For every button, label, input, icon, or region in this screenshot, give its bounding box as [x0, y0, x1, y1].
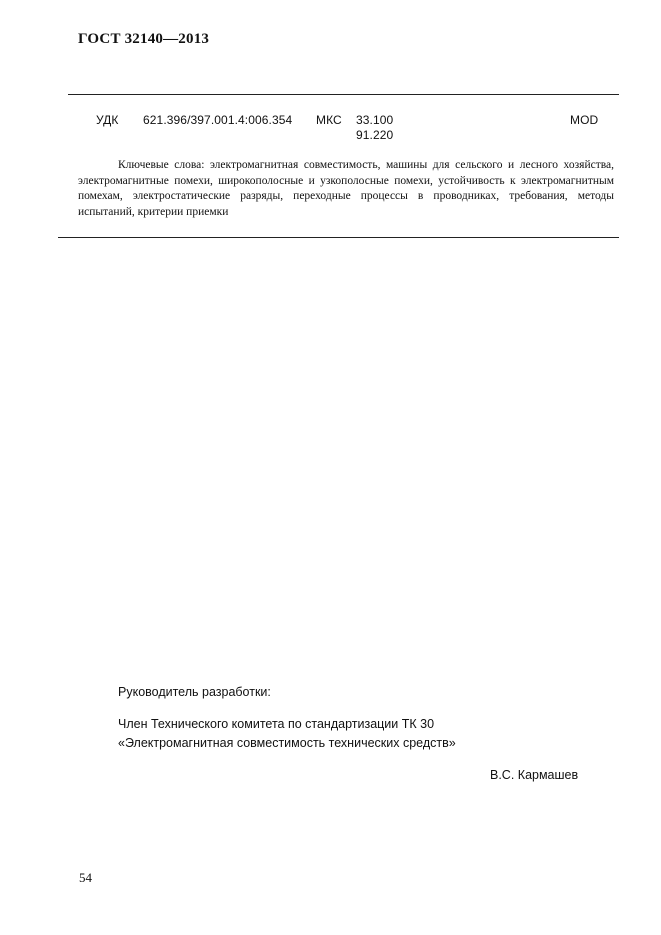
signer-name: В.С. Кармашев	[490, 768, 579, 782]
development-lead-label: Руководитель разработки:	[118, 685, 271, 699]
bottom-divider	[58, 237, 619, 238]
page-number: 54	[79, 870, 92, 885]
modification-label: MOD	[570, 113, 599, 127]
keywords-paragraph: Ключевые слова: электромагнитная совместимость, машины для сельского и лесного хозяйства, электромагнитные помехи, широкополосные и узкополосные помехи, устойчивость к электромагнитным помехам, электростатические разряды, переходные процессы в проводниках, требования, методы испытаний, критерии приемки	[78, 159, 614, 218]
committee-member-line: Член Технического комитета по стандартизации ТК 30	[118, 717, 435, 731]
mks-value-2: 91.220	[356, 128, 394, 142]
document-header-code: ГОСТ 32140—2013	[78, 31, 210, 47]
committee-name-line: «Электромагнитная совместимость технических средств»	[118, 736, 456, 750]
top-divider	[68, 94, 619, 95]
udk-value: 621.396/397.001.4:006.354	[143, 113, 293, 127]
mks-label: МКС	[316, 113, 342, 127]
mks-values	[356, 113, 393, 143]
udk-label: УДК	[96, 113, 119, 127]
mks-value-1: 33.100	[356, 113, 394, 127]
